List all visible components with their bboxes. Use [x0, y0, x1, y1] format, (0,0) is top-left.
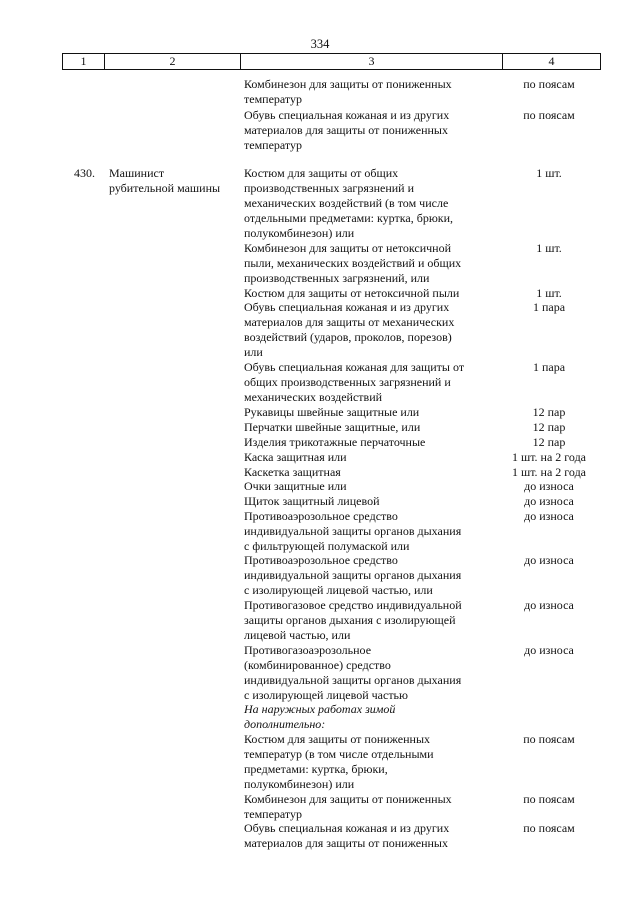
- header-col-3: 3: [241, 54, 503, 69]
- item-norm: 1 пара: [532, 300, 566, 314]
- winter-item-text: предметами: куртка, брюки,: [244, 762, 388, 776]
- item-text: пыли, механических воздействий и общих: [244, 256, 462, 270]
- item-text: лицевой частью, или: [244, 628, 351, 642]
- winter-item-text: температур: [244, 807, 303, 821]
- item-text: Костюм для защиты от общих: [244, 166, 399, 180]
- winter-item-norm: по поясам: [523, 792, 575, 806]
- header-col-4: 4: [548, 54, 555, 68]
- winter-item-text: Костюм для защиты от пониженных: [244, 732, 431, 746]
- item-text: Обувь специальная кожаная и из других: [244, 300, 450, 314]
- item-text: с изолирующей лицевой частью, или: [244, 583, 433, 597]
- item-norm: 1 шт.: [536, 286, 562, 300]
- item-text: Обувь специальная кожаная для защиты от: [244, 360, 465, 374]
- item-text: механических воздействий: [244, 390, 383, 404]
- item-norm: 12 пар: [532, 420, 566, 434]
- item-norm: 12 пар: [532, 405, 566, 419]
- item-text: Каска защитная или: [244, 450, 347, 464]
- item-text: Изделия трикотажные перчаточные: [244, 435, 426, 449]
- item-text: отдельными предметами: куртка, брюки,: [244, 211, 454, 225]
- item-norm: 1 шт. на 2 года: [511, 450, 587, 464]
- continuation-item-text: Комбинезон для защиты от пониженных: [244, 77, 452, 91]
- winter-item-norm: по поясам: [523, 732, 575, 746]
- item-text: с фильтрующей полумаской или: [244, 539, 410, 553]
- item-norm: до износа: [524, 598, 574, 612]
- item-text: Очки защитные или: [244, 479, 347, 493]
- item-norm: 12 пар: [532, 435, 566, 449]
- item-text: или: [244, 345, 263, 359]
- item-text: индивидуальной защиты органов дыхания: [244, 524, 462, 538]
- item-text: защиты органов дыхания с изолирующей: [244, 613, 456, 627]
- winter-item-text: Обувь специальная кожаная и из других: [244, 821, 450, 835]
- item-norm: 1 шт. на 2 года: [511, 465, 587, 479]
- profession-name: рубительной машины: [109, 181, 221, 195]
- item-text: Перчатки швейные защитные, или: [244, 420, 421, 434]
- item-text: воздействий (ударов, проколов, порезов): [244, 330, 452, 344]
- item-text: полукомбинезон) или: [244, 226, 355, 240]
- item-text: материалов для защиты от механических: [244, 315, 455, 329]
- item-norm: до износа: [524, 553, 574, 567]
- winter-item-text: полукомбинезон) или: [244, 777, 355, 791]
- item-text: производственных загрязнений, или: [244, 271, 430, 285]
- winter-item-text: температур (в том числе отдельными: [244, 747, 434, 761]
- continuation-item-text: температур: [244, 92, 303, 106]
- winter-heading: На наружных работах зимой: [244, 702, 396, 716]
- item-norm: 1 шт.: [536, 241, 562, 255]
- winter-item-text: материалов для защиты от пониженных: [244, 836, 448, 850]
- item-norm: 1 пара: [532, 360, 566, 374]
- item-text: (комбинированное) средство: [244, 658, 391, 672]
- continuation-item-norm: по поясам: [523, 108, 575, 122]
- continuation-item-norm: по поясам: [523, 77, 575, 91]
- item-norm: до износа: [524, 494, 574, 508]
- item-text: индивидуальной защиты органов дыхания: [244, 568, 462, 582]
- item-text: производственных загрязнений и: [244, 181, 415, 195]
- continuation-item-text: температур: [244, 138, 303, 152]
- item-text: индивидуальной защиты органов дыхания: [244, 673, 462, 687]
- item-text: Противогазоаэрозольное: [244, 643, 372, 657]
- page-number: 334: [310, 37, 330, 51]
- item-text: Противоаэрозольное средство: [244, 553, 398, 567]
- item-norm: 1 шт.: [536, 166, 562, 180]
- item-text: общих производственных загрязнений и: [244, 375, 451, 389]
- item-text: Противоаэрозольное средство: [244, 509, 398, 523]
- item-norm: до износа: [524, 643, 574, 657]
- item-text: Каскетка защитная: [244, 465, 341, 479]
- continuation-item-text: Обувь специальная кожаная и из других: [244, 108, 450, 122]
- table-header: [62, 53, 601, 70]
- profession-name: Машинист: [109, 166, 165, 180]
- winter-heading: дополнительно:: [244, 717, 326, 731]
- item-norm: до износа: [524, 479, 574, 493]
- item-text: Рукавицы швейные защитные или: [244, 405, 420, 419]
- item-norm: до износа: [524, 509, 574, 523]
- header-col-2: 2: [105, 54, 241, 69]
- item-text: Комбинезон для защиты от нетоксичной: [244, 241, 452, 255]
- winter-item-norm: по поясам: [523, 821, 575, 835]
- entry-number: 430.: [74, 166, 95, 180]
- continuation-item-text: материалов для защиты от пониженных: [244, 123, 448, 137]
- winter-item-text: Комбинезон для защиты от пониженных: [244, 792, 452, 806]
- item-text: Противогазовое средство индивидуальной: [244, 598, 462, 612]
- item-text: Щиток защитный лицевой: [244, 494, 380, 508]
- header-col-1: 1: [63, 54, 105, 69]
- item-text: с изолирующей лицевой частью: [244, 688, 408, 702]
- item-text: механических воздействий (в том числе: [244, 196, 449, 210]
- item-text: Костюм для защиты от нетоксичной пыли: [244, 286, 460, 300]
